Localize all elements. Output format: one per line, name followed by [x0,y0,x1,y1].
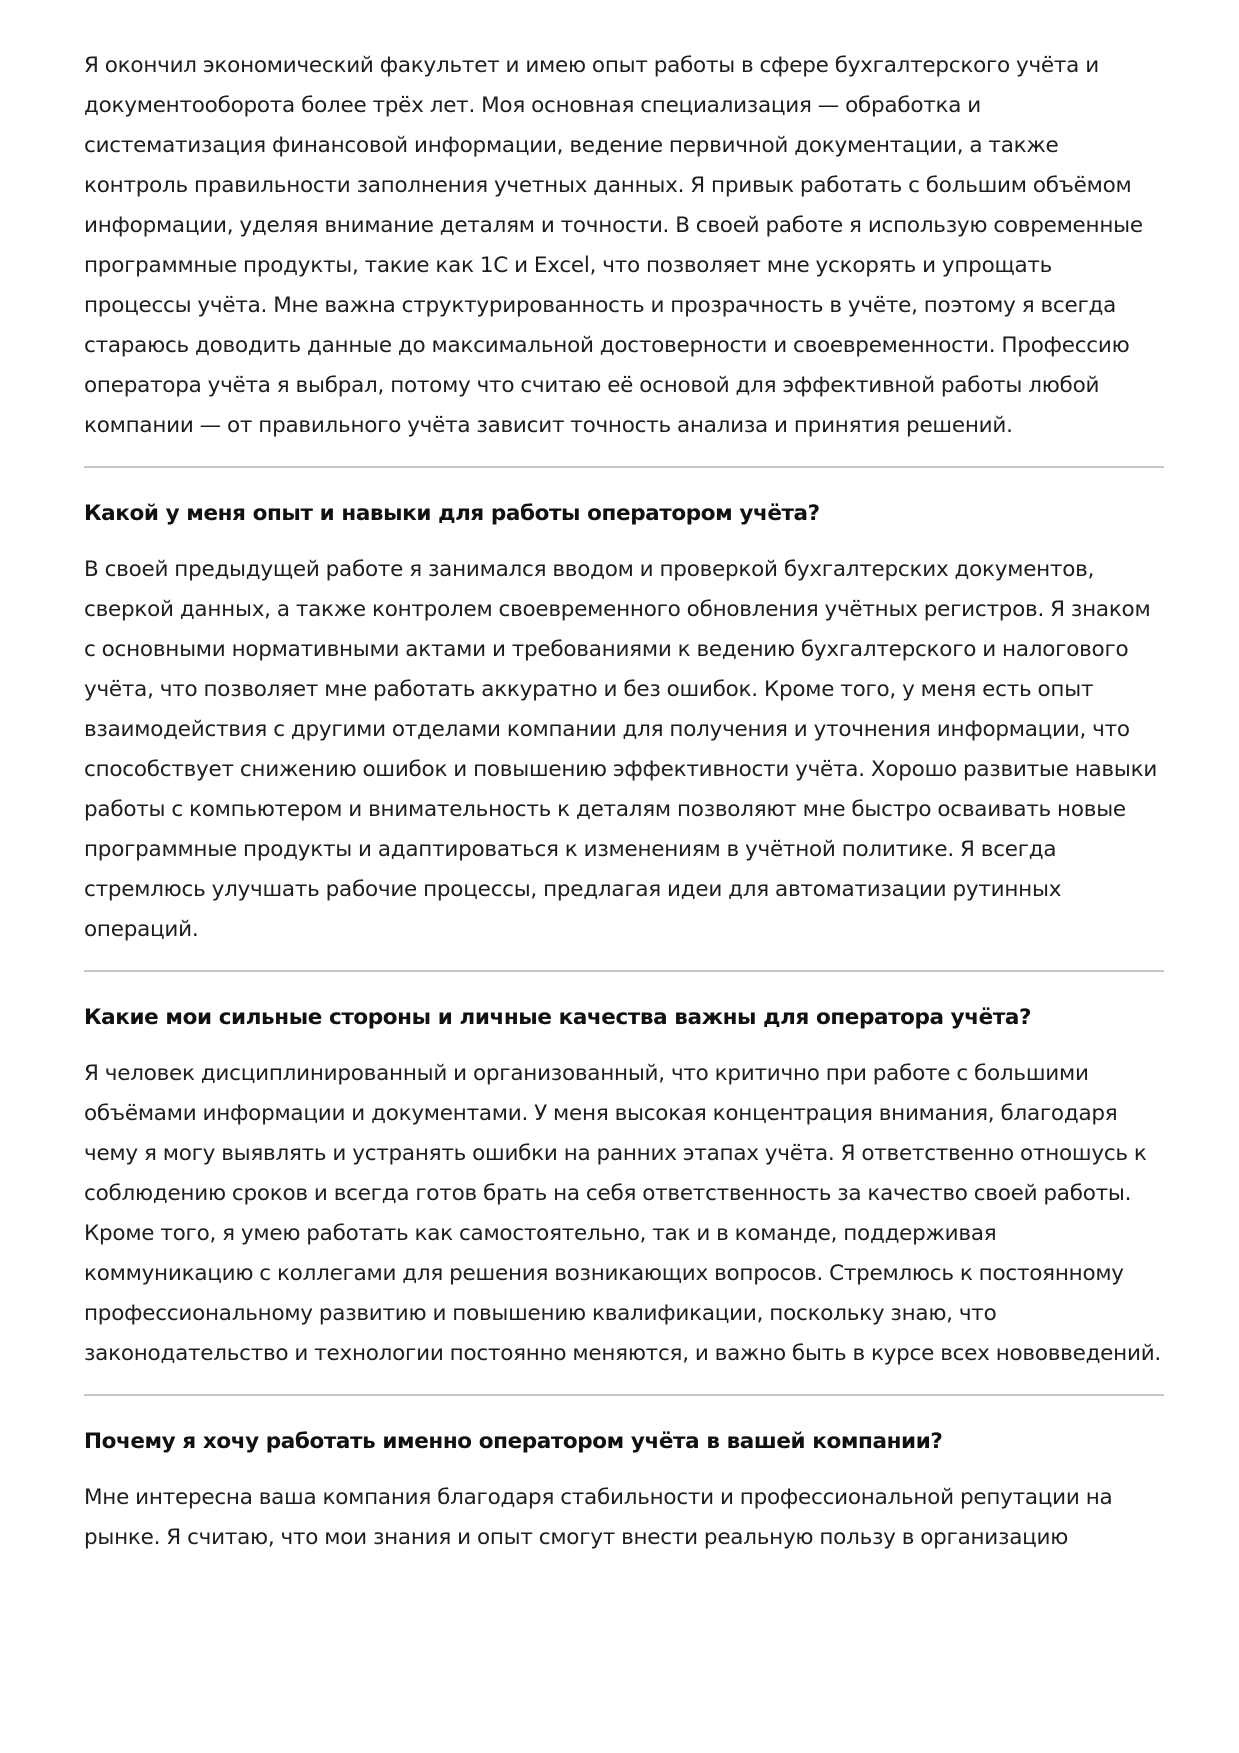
section-heading: Почему я хочу работать именно оператором учёта в вашей компании? [84,1429,943,1454]
section-experience [84,494,1164,950]
section-paragraph: Мне интересна ваша компания благодаря стабильности и профессиональной репутации на рынке. Я считаю, что мои знания и опыт смогут внести реальную пользу в организацию [84,1485,1113,1550]
section-strengths [84,998,1164,1374]
section-heading: Какие мои сильные стороны и личные качества важны для оператора учёта? [84,1005,1032,1030]
section-divider [84,1394,1164,1396]
section-paragraph: В своей предыдущей работе я занимался вводом и проверкой бухгалтерских документов, сверкой данных, а также контролем своевременного обновления учётных регистров. Я знаком с основными нормативными актами и требованиями к ведению бухгалтерского и налогового учёта, что позволяет мне работать аккуратно и без ошибок. Кроме того, у меня есть опыт взаимодействия с другими отделами компании для получения и уточнения информации, что способствует снижению ошибок и повышению эффективности учёта. Хорошо развитые навыки работы с компьютером и внимательность к деталям позволяют мне быстро осваивать новые программные продукты и адаптироваться к изменениям в учётной политике. Я всегда стремлюсь улучшать рабочие процессы, предлагая идеи для автоматизации рутинных операций. [84,557,1158,942]
document-page [84,46,1164,1558]
section-divider [84,466,1164,468]
intro-paragraph: Я окончил экономический факультет и имею опыт работы в сфере бухгалтерского учёта и документооборота более трёх лет. Моя основная специализация — обработка и систематизация финансовой информации, ведение первичной документации, а также контроль правильности заполнения учетных данных. Я привык работать с большим объёмом информации, уделяя внимание деталям и точности. В своей работе я использую современные программные продукты, такие как 1С и Excel, что позволяет мне ускорять и упрощать процессы учёта. Мне важна структурированность и прозрачность в учёте, поэтому я всегда стараюсь доводить данные до максимальной достоверности и своевременности. Профессию оператора учёта я выбрал, потому что считаю её основой для эффективной работы любой компании — от правильного учёта зависит точность анализа и принятия решений. [84,53,1143,438]
section-motivation [84,1422,1164,1558]
section-heading: Какой у меня опыт и навыки для работы оператором учёта? [84,501,820,526]
section-divider [84,970,1164,972]
section-paragraph: Я человек дисциплинированный и организованный, что критично при работе с большими объёмами информации и документами. У меня высокая концентрация внимания, благодаря чему я могу выявлять и устранять ошибки на ранних этапах учёта. Я ответственно отношусь к соблюдению сроков и всегда готов брать на себя ответственность за качество своей работы. Кроме того, я умею работать как самостоятельно, так и в команде, поддерживая коммуникацию с коллегами для решения возникающих вопросов. Стремлюсь к постоянному профессиональному развитию и повышению квалификации, поскольку знаю, что законодательство и технологии постоянно меняются, и важно быть в курсе всех нововведений. [84,1061,1162,1366]
